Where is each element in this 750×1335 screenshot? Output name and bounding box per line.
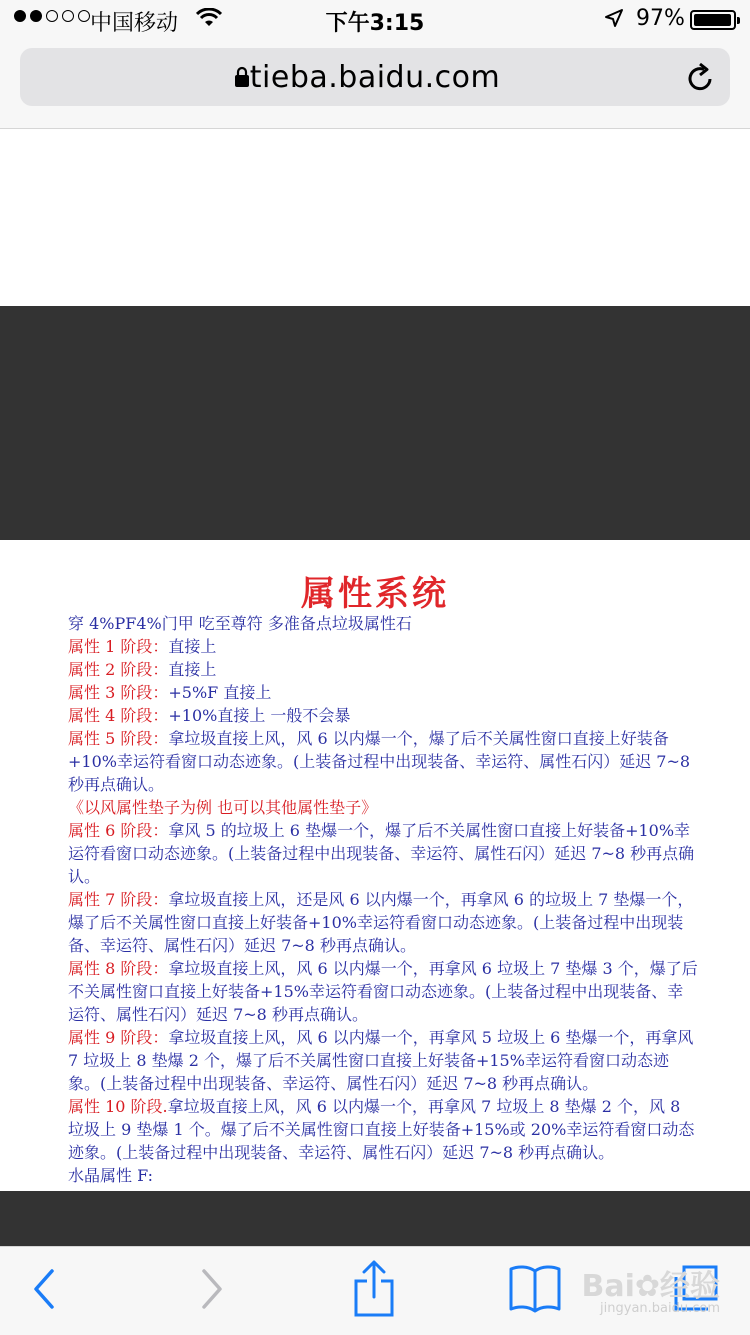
article-line: 属性 3 阶段：+5%F 直接上 — [68, 683, 272, 702]
watermark-brand: Bai — [581, 1269, 635, 1304]
article-line: 穿 4%PF4%门甲 吃至尊符 多准备点垃圾属性石 — [68, 614, 412, 633]
article-line: 属性 2 阶段：直接上 — [68, 660, 217, 679]
article-line: 属性 1 阶段：直接上 — [68, 637, 217, 656]
image-dark-band-bottom — [0, 1191, 750, 1246]
article-line: 《以风属性垫子为例 也可以其他属性垫子》 — [68, 798, 378, 817]
battery-percent: 97% — [636, 6, 685, 31]
browser-navigation-bar — [0, 40, 750, 129]
chevron-right-icon[interactable] — [196, 1267, 226, 1315]
browser-toolbar — [0, 1246, 750, 1335]
article-line: 属性 8 阶段：拿垃圾直接上风，风 6 以内爆一个，再拿风 6 垃圾上 7 垫爆 3 个，爆了后不关属性窗口直接上好装备+15%幸运符看窗口动态迹象。(上装备过程中出现装备、幸运符、属性石闪）延迟 7~8 秒再点确认。 — [68, 959, 698, 1024]
reload-icon[interactable] — [686, 61, 716, 97]
article-line: 属性 9 阶段：拿垃圾直接上风，风 6 以内爆一个，再拿风 5 垃圾上 6 垫爆一个，再拿风 7 垃圾上 8 垫爆 2 个，爆了后不关属性窗口直接上好装备+15%幸运符看窗口动态迹象。(上装备过程中出现装备、幸运符、属性石闪）延迟 7~8 秒再点确认。 — [68, 1028, 694, 1093]
location-arrow-icon — [604, 8, 624, 34]
chevron-left-icon[interactable] — [30, 1267, 60, 1315]
url-text[interactable]: tieba.baidu.com — [249, 60, 501, 95]
share-icon[interactable] — [352, 1259, 396, 1321]
article-image — [0, 540, 750, 1191]
address-bar[interactable] — [20, 48, 730, 106]
article-lines — [68, 612, 698, 1187]
image-dark-band-top — [0, 306, 750, 540]
article-line: 属性 4 阶段：+10%直接上 一般不会暴 — [68, 706, 351, 725]
page-blank-area — [0, 129, 750, 306]
paw-icon: ✿ — [634, 1269, 660, 1304]
article-line: 属性 10 阶段.拿垃圾直接上风，风 6 以内爆一个，再拿风 7 垃圾上 8 垫爆 2 个，风 8 垃圾上 9 垫爆 1 个。爆了后不关属性窗口直接上好装备+15%或 20%幸运符看窗口动态迹象。(上装备过程中出现装备、幸运符、属性石闪）延迟 7~8 秒再点确认。 — [68, 1097, 695, 1162]
article-line: 水晶属性 F: — [68, 1166, 154, 1185]
article-line: 属性 5 阶段：拿垃圾直接上风，风 6 以内爆一个，爆了后不关属性窗口直接上好装备+10%幸运符看窗口动态迹象。(上装备过程中出现装备、幸运符、属性石闪）延迟 7~8 秒再点确认。 — [68, 729, 691, 794]
carrier-name: 中国移动 — [90, 11, 179, 36]
clock: 下午3:15 — [325, 11, 425, 36]
book-icon[interactable] — [508, 1263, 562, 1317]
article-line: 属性 7 阶段：拿垃圾直接上风，还是风 6 以内爆一个，再拿风 6 的垃圾上 7 垫爆一个，爆了后不关属性窗口直接上好装备+10%幸运符看窗口动态迹象。(上装备过程中出现装备、幸运符、属性石闪）延迟 7~8 秒再点确认。 — [68, 890, 694, 955]
article-line: 属性 6 阶段：拿风 5 的垃圾上 6 垫爆一个，爆了后不关属性窗口直接上好装备+10%幸运符看窗口动态迹象。(上装备过程中出现装备、幸运符、属性石闪）延迟 7~8 秒再点确认。 — [68, 821, 695, 886]
watermark-site: jingyan.baidu.com — [600, 1301, 720, 1316]
baidu-jingyan-watermark — [581, 1261, 720, 1316]
article-title: 属性系统 — [301, 574, 449, 614]
battery-icon — [690, 10, 736, 30]
status-bar — [0, 0, 750, 40]
watermark-brand-suffix: 经验 — [660, 1269, 720, 1304]
